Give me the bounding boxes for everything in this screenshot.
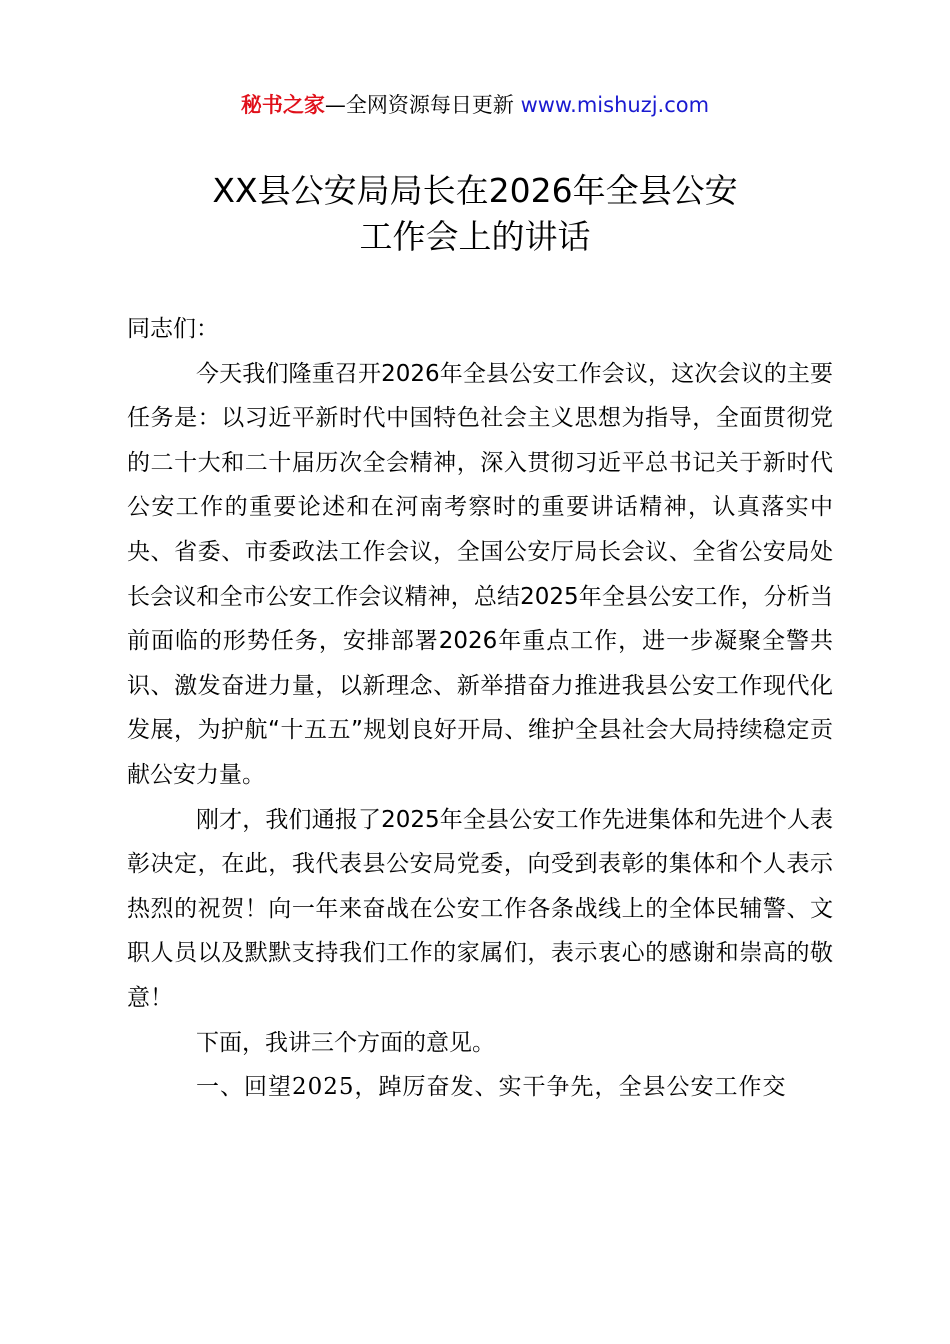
site-url-link[interactable]: www.mishuzj.com — [520, 93, 710, 117]
salutation: 同志们： — [127, 316, 219, 342]
body-paragraph-3: 下面，我讲三个方面的意见。 — [196, 1029, 495, 1056]
site-name: 秘书之家 — [240, 93, 325, 117]
body-paragraph-1: 今天我们隆重召开2026年全县公安工作会议，这次会议的主要任务是：以习近平新时代中国特色社会主义思想为指导，全面贯彻党的二十大和二十届历次全会精神，深入贯彻习近平总书记关于新时代公安工作的重要论述和在河南考察时的重要讲话精神，认真落实中央、省委、市委政法工作会议，全国公安厅局长会议、全省公安局处长会议和全市公安工作会议精神，总结2025年全县公安工作，分析当前面临的形势任务，安排部署2026年重点工作，进一步凝聚全警共识、激发奋进力量，以新理念、新举措奋力推进我县公安工作现代化发展，为护航“十五五”规划良好开局、维护全县社会大局持续稳定贡献公安力量。 — [127, 360, 833, 788]
title-line-1: XX县公安局局长在2026年全县公安 — [212, 171, 738, 210]
body-paragraph-2: 刚才，我们通报了2025年全县公安工作先进集体和先进个人表彰决定，在此，我代表县公安局党委，向受到表彰的集体和个人表示热烈的祝贺！向一年来奋战在公安工作各条战线上的全体民辅警、文职人员以及默默支持我们工作的家属们，表示衷心的感谢和崇高的敬意！ — [127, 806, 833, 1011]
title-line-2: 工作会上的讲话 — [359, 217, 591, 256]
document-title — [0, 168, 950, 260]
site-tagline: —全网资源每日更新 — [324, 93, 514, 117]
document-body — [127, 307, 833, 1110]
site-header — [0, 88, 950, 122]
section-heading-1: 一、回望2025，踔厉奋发、实干争先，全县公安工作交 — [196, 1074, 787, 1101]
